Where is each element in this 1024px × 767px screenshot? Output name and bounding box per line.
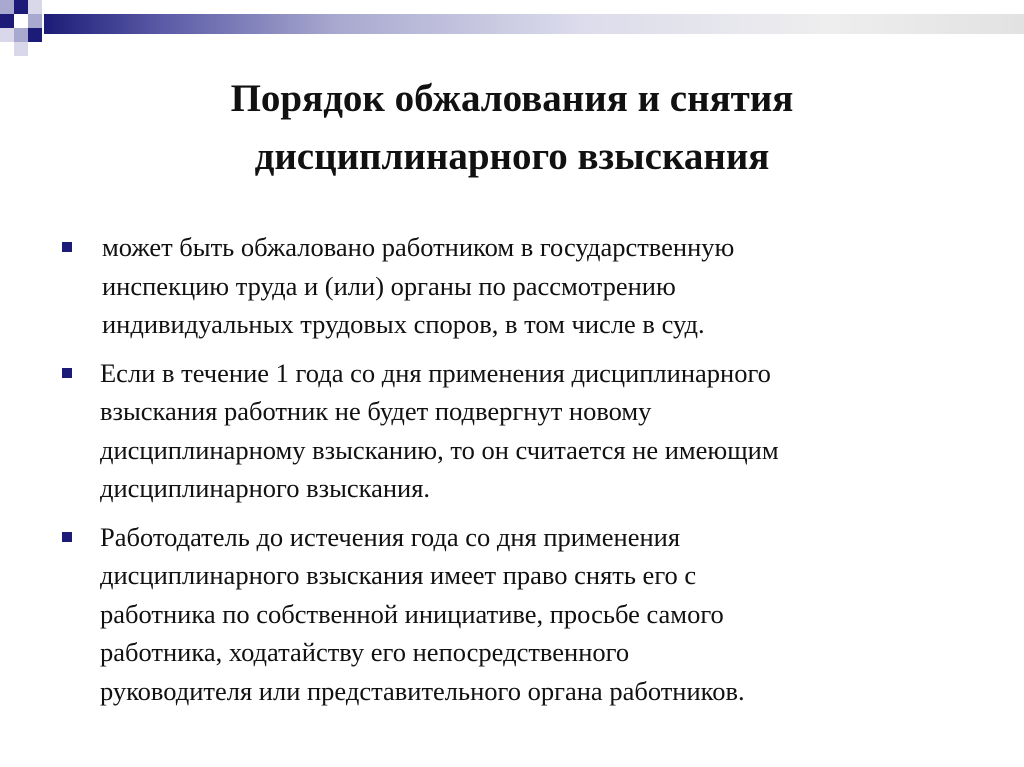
- bullet-text: может быть обжаловано работником в государственную инспекцию труда и (или) органы по рассмотрению индивидуальных трудовых споров, в том числе в суд.: [102, 232, 735, 339]
- bullet-item: [60, 518, 990, 711]
- bullet-list: [60, 228, 990, 720]
- slide-title: Порядок обжалования и снятия дисциплинарного взыскания: [230, 77, 794, 178]
- decor-square: [28, 0, 42, 14]
- decor-square: [14, 14, 28, 28]
- decor-square: [0, 14, 14, 28]
- bullet-item: [60, 354, 990, 508]
- bullet-text: Работодатель до истечения года со дня применения дисциплинарного взыскания имеет право снять его с работника по собственной инициативе, просьбе самого работника, ходатайству его непосредственного руководителя или представительного органа работников.: [100, 521, 745, 706]
- decor-square: [14, 0, 28, 14]
- bullet-square-icon: [62, 532, 72, 542]
- bullet-item: [60, 228, 990, 344]
- decor-square: [28, 28, 42, 42]
- bullet-text: Если в течение 1 года со дня применения дисциплинарного взыскания работник не будет подвергнут новому дисциплинарному взысканию, то он считается не имеющим дисциплинарного взыскания.: [100, 357, 779, 503]
- bullet-square-icon: [62, 242, 72, 252]
- decor-square: [28, 14, 42, 28]
- decor-square: [14, 28, 28, 42]
- decor-square: [0, 28, 14, 42]
- bullet-square-icon: [62, 368, 72, 378]
- decor-square: [0, 0, 14, 14]
- decor-square: [14, 42, 28, 56]
- header-gradient-bar: [44, 14, 1024, 34]
